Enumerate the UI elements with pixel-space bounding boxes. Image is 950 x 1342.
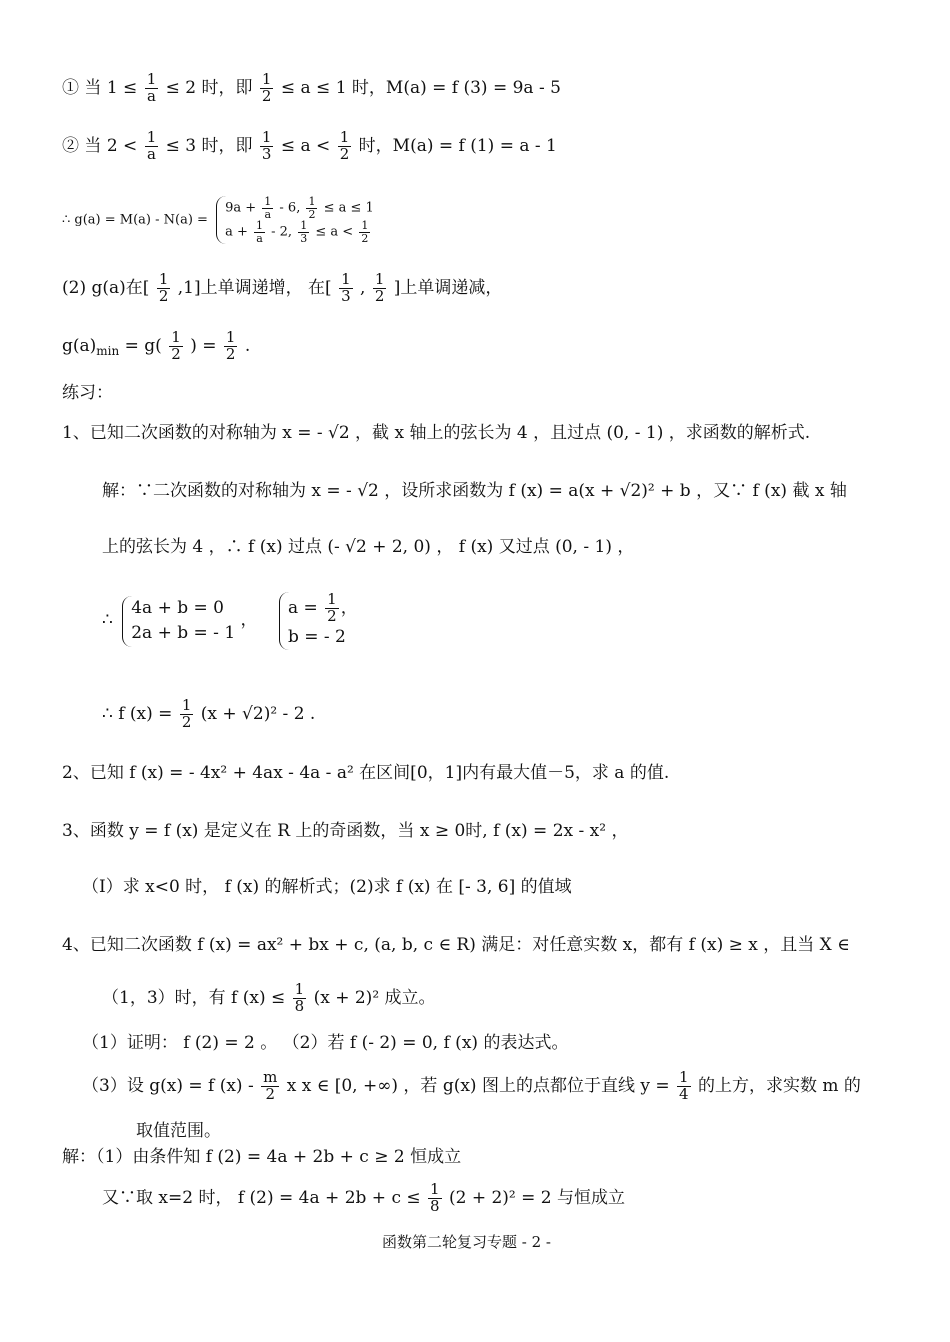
q1-final-answer: ∴ f (x) = $\frac{1}{2}$ (x + √2)² - 2 .	[102, 696, 316, 731]
question-2: 2、已知 f (x) = - 4x² + 4ax - 4a - a² 在区间[0，1]内有最大值－5，求 a 的值.	[62, 763, 670, 783]
fraction: $\frac{1}{3}$	[300, 219, 308, 245]
q1-solution-line-1: 解：∵二次函数的对称轴为 x = - √2 ，设所求函数为 f (x) = a(x + √2)² + b ，又∵ f (x) 截 x 轴	[102, 481, 847, 501]
fraction: $\frac{1}{2}$	[158, 270, 169, 305]
ga-prefix: ∴ g(a) = M(a) - N(a) =	[62, 212, 208, 228]
fraction: $\frac{m}{2}$	[263, 1068, 278, 1103]
part-2-line: (2) g(a)在[ $\frac{1}{2}$ ,1]上单调递增， 在[ $\frac{1}{3}$ , $\frac{1}{2}$ ]上单调递减，	[62, 270, 503, 305]
fraction: $\frac{1}{2}$	[308, 195, 316, 221]
fraction: $\frac{1}{2}$	[171, 328, 181, 363]
q4-solution-line-2: 又∵取 x=2 时， f (2) = 4a + 2b + c ≤ $\frac{1}{8}$ (2 + 2)² = 2 与恒成立	[102, 1180, 626, 1215]
fraction: $\frac{1}{2}$	[225, 328, 236, 363]
fraction: $\frac{1}{3}$	[261, 128, 272, 163]
fraction: $\frac{1}{2}$	[181, 696, 192, 731]
fraction: $\frac{1}{2}$	[327, 590, 337, 625]
fraction: $\frac{1}{3}$	[341, 270, 351, 305]
fraction: $\frac{1}{a}$	[146, 70, 157, 105]
case-2-text: 2 <	[106, 135, 138, 156]
question-4-line-2: （1，3）时，有 f (x) ≤ $\frac{1}{8}$ (x + 2)² 成立。	[102, 980, 436, 1015]
case-2-text: ≤ 3 时，即	[165, 135, 253, 156]
q1-solution-line-2: 上的弦长为 4 ，∴ f (x) 过点 (- √2 + 2, 0) ， f (x) 又过点 (0, - 1) ，	[102, 537, 635, 557]
fraction: $\frac{1}{a}$	[256, 219, 263, 245]
q4-solution-line-1: 解：（1）由条件知 f (2) = 4a + 2b + c ≥ 2 恒成立	[62, 1147, 462, 1167]
fraction: $\frac{1}{4}$	[679, 1068, 689, 1103]
question-3: 3、函数 y = f (x) 是定义在 R 上的奇函数，当 x ≥ 0时, f (x) = 2x - x² ，	[62, 821, 629, 841]
question-4-line-5: 取值范围。	[136, 1121, 221, 1141]
case-1-line	[62, 72, 561, 105]
case-1-label: ① 当	[62, 77, 102, 98]
fraction: $\frac{1}{8}$	[294, 980, 305, 1015]
case-2-line	[62, 130, 557, 163]
fraction: $\frac{1}{8}$	[430, 1180, 440, 1215]
piecewise-row-1: 9a + $\frac{1}{a}$ - 6, $\frac{1}{2}$ ≤ a ≤ 1	[225, 195, 374, 221]
piecewise-row-2: a + $\frac{1}{a}$ - 2, $\frac{1}{3}$ ≤ a < $\frac{1}{2}$	[225, 219, 369, 245]
fraction: $\frac{1}{a}$	[264, 195, 272, 221]
fraction: $\frac{1}{2}$	[374, 270, 385, 305]
case-1-text: ≤ a ≤ 1 时，M(a) = f (3) = 9a - 5	[280, 77, 561, 98]
exercise-heading: 练习：	[62, 383, 113, 403]
case-1-text: 1 ≤	[106, 77, 138, 98]
question-1: 1、已知二次函数的对称轴为 x = - √2 ，截 x 轴上的弦长为 4 ，且过点 (0, - 1) ，求函数的解析式.	[62, 423, 811, 443]
question-3-part-1: （Ⅰ）求 x<0 时， f (x) 的解析式；(2)求 f (x) 在 [- 3, 6] 的值域	[82, 877, 572, 897]
piecewise-brace	[216, 196, 374, 244]
case-1-text: ≤ 2 时，即	[165, 77, 253, 98]
question-4: 4、已知二次函数 f (x) = ax² + bx + c, (a, b, c ∈ R) 满足：对任意实数 x，都有 f (x) ≥ x ，且当 X ∈	[62, 935, 850, 955]
equation-system-1: 4a + b = 0 2a + b = - 1	[122, 596, 235, 647]
page-footer: 函数第二轮复习专题 - 2 -	[382, 1233, 551, 1251]
case-2-label: ② 当	[62, 135, 102, 156]
q1-systems: ∴ 4a + b = 0 2a + b = - 1 ， a = $\frac{1}{2}$ ， b = - 2	[102, 592, 358, 650]
question-4-line-4: （3）设 g(x) = f (x) - $\frac{m}{2}$ x x ∈ [0, +∞) ，若 g(x) 图上的点都位于直线 y = $\frac{1}{4}$ 的上方，求实数 m 的	[82, 1068, 861, 1103]
fraction: $\frac{1}{a}$	[146, 128, 157, 163]
fraction: $\frac{1}{2}$	[361, 219, 369, 245]
equation-system-2: a = $\frac{1}{2}$ ， b = - 2	[279, 592, 358, 650]
case-2-text: ≤ a <	[280, 135, 331, 156]
question-4-line-3: （1）证明： f (2) = 2 。 （2）若 f (- 2) = 0, f (x) 的表达式。	[82, 1033, 569, 1053]
ga-piecewise	[62, 196, 374, 244]
case-2-text: 时，M(a) = f (1) = a - 1	[358, 135, 557, 156]
fraction: $\frac{1}{2}$	[261, 70, 272, 105]
ga-min-line: $g(a)_{min} = g$( $\frac{1}{2}$ ) = $\frac{1}{2}$ .	[62, 328, 251, 363]
fraction: $\frac{1}{2}$	[339, 128, 350, 163]
